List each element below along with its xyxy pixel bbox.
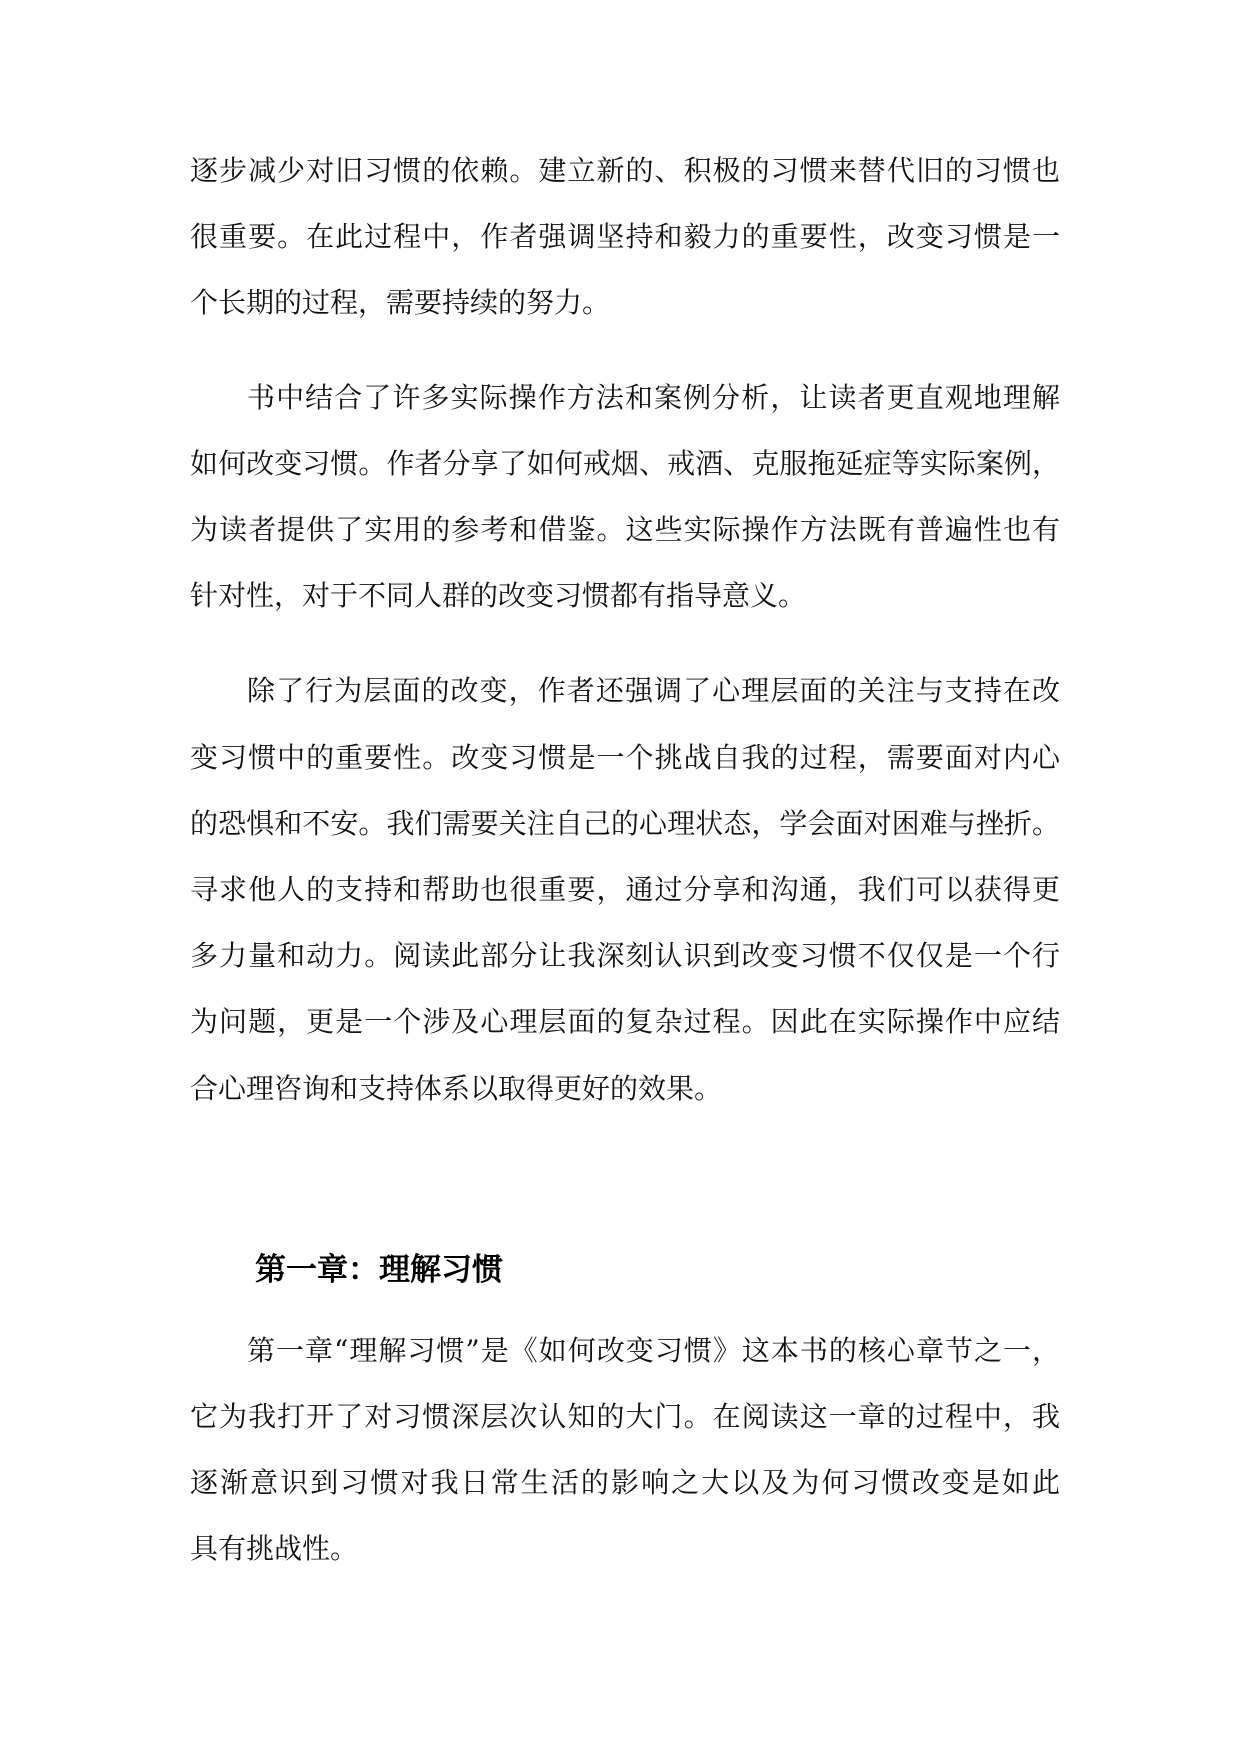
chapter-heading: 第一章：理解习惯 [255, 1252, 503, 1288]
paragraph-3-line-6: 为问题，更是一个涉及心理层面的复杂过程。因此在实际操作中应结 [190, 1005, 1060, 1038]
paragraph-3-line-3: 的恐惧和不安。我们需要关注自己的心理状态，学会面对困难与挫折。 [190, 807, 1060, 840]
paragraph-2-line-4: 针对性，对于不同人群的改变习惯都有指导意义。 [190, 579, 807, 612]
paragraph-1-line-2: 很重要。在此过程中，作者强调坚持和毅力的重要性，改变习惯是一 [190, 220, 1060, 253]
chapter-paragraph-line-3: 逐渐意识到习惯对我日常生活的影响之大以及为何习惯改变是如此 [190, 1466, 1060, 1499]
paragraph-2-line-3: 为读者提供了实用的参考和借鉴。这些实际操作方法既有普遍性也有 [190, 513, 1060, 546]
paragraph-3-line-4: 寻求他人的支持和帮助也很重要，通过分享和沟通，我们可以获得更 [190, 873, 1060, 906]
paragraph-3-line-7: 合心理咨询和支持体系以取得更好的效果。 [190, 1072, 723, 1105]
paragraph-3-line-2: 变习惯中的重要性。改变习惯是一个挑战自我的过程，需要面对内心 [190, 741, 1060, 774]
paragraph-3-line-5: 多力量和动力。阅读此部分让我深刻认识到改变习惯不仅仅是一个行 [190, 939, 1060, 972]
paragraph-1-line-3: 个长期的过程，需要持续的努力。 [190, 286, 611, 319]
chapter-paragraph-line-4: 具有挑战性。 [190, 1532, 359, 1565]
paragraph-3-line-1: 除了行为层面的改变，作者还强调了心理层面的关注与支持在改 [247, 674, 1060, 707]
paragraph-2-line-2: 如何改变习惯。作者分享了如何戒烟、戒酒、克服拖延症等实际案例， [190, 447, 1060, 480]
paragraph-2-line-1: 书中结合了许多实际操作方法和案例分析，让读者更直观地理解 [247, 381, 1060, 414]
chapter-paragraph-line-2: 它为我打开了对习惯深层次认知的大门。在阅读这一章的过程中，我 [190, 1400, 1060, 1433]
paragraph-1-line-1: 逐步减少对旧习惯的依赖。建立新的、积极的习惯来替代旧的习惯也 [190, 154, 1060, 187]
chapter-paragraph-line-1: 第一章“理解习惯”是《如何改变习惯》这本书的核心章节之一， [247, 1334, 1060, 1367]
